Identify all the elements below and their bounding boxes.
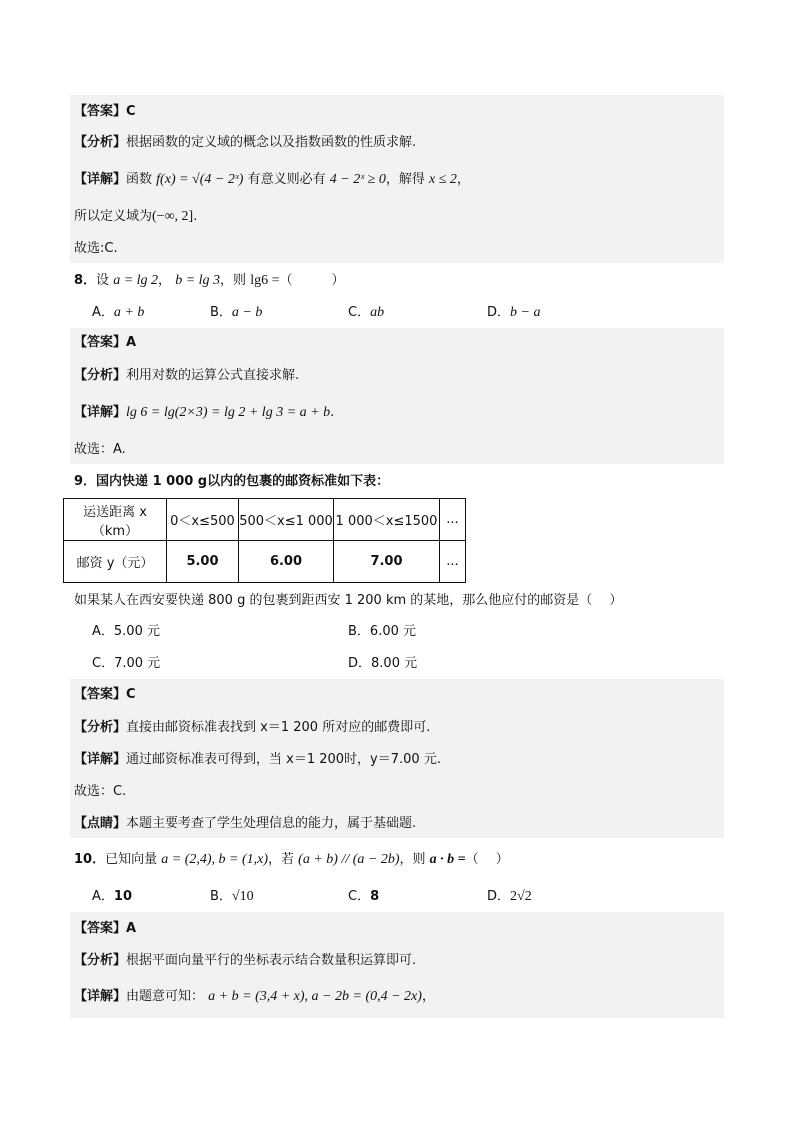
q9-analysis: 【分析】直接由邮资标准表找到 x＝1 200 所对应的邮费即可. xyxy=(74,720,431,735)
q9-option-c: C．7.00 元 xyxy=(92,656,161,671)
q9-option-b: B．6.00 元 xyxy=(348,624,416,639)
q9-option-d: D．8.00 元 xyxy=(348,656,418,671)
q9-question: 如果某人在西安要快递 800 g 的包裹到距西安 1 200 km 的某地，那么他应付的邮资是（ ） xyxy=(74,593,623,608)
q10-stem: 10．已知向量 a = (2,4), b = (1,x)，若 (a + b) // (a − 2b)，则 a · b =（ ） xyxy=(74,852,509,867)
q10-option-d: D．2√2 xyxy=(487,889,532,904)
q9-answer: 【答案】C xyxy=(74,687,136,702)
q10-analysis: 【分析】根据平面向量平行的坐标表示结合数量积运算即可. xyxy=(74,953,417,968)
q8-option-a: A．a + b xyxy=(92,305,145,320)
q10-answer: 【答案】A xyxy=(74,921,137,936)
q9-stem: 9．国内快递 1 000 g以内的包裹的邮资标准如下表： xyxy=(74,474,390,489)
q10-option-a: A．10 xyxy=(92,889,132,904)
table-header-postage: 邮资 y（元） xyxy=(64,541,167,583)
table-cell: 500＜x≤1 000 xyxy=(239,499,334,541)
q10-option-b: B．√10 xyxy=(210,889,254,904)
table-header-distance: 运送距离 x（km） xyxy=(64,499,167,541)
table-cell: 6.00 xyxy=(239,541,334,583)
q8-option-c: C．ab xyxy=(348,305,385,320)
q7-answer: 【答案】C xyxy=(74,104,136,119)
table-cell: ... xyxy=(440,541,466,583)
q10-detail: 【详解】由题意可知： a + b = (3,4 + x), a − 2b = (0,4 − 2x)， xyxy=(74,989,435,1004)
q7-detail: 【详解】函数 f(x) = √(4 − 2ˣ) 有意义则必有 4 − 2ˣ ≥ 0，解得 x ≤ 2， xyxy=(74,172,470,187)
table-cell: 1 000＜x≤1500 xyxy=(334,499,440,541)
q8-analysis: 【分析】利用对数的运算公式直接求解. xyxy=(74,368,300,383)
q8-option-b: B．a − b xyxy=(210,305,263,320)
q7-choice: 故选:C. xyxy=(74,241,118,256)
q8-solution-band xyxy=(70,328,724,464)
q10-option-c: C．8 xyxy=(348,889,380,904)
q9-option-a: A．5.00 元 xyxy=(92,624,160,639)
q9-comment: 【点睛】本题主要考查了学生处理信息的能力，属于基础题. xyxy=(74,816,417,831)
q8-stem: 8．设 a = lg 2， b = lg 3，则 lg6 =（ ） xyxy=(74,273,345,288)
q8-detail: 【详解】lg 6 = lg(2×3) = lg 2 + lg 3 = a + b. xyxy=(74,405,335,420)
table-cell: 7.00 xyxy=(334,541,440,583)
q8-option-d: D．b − a xyxy=(487,305,541,320)
q8-choice: 故选：A. xyxy=(74,442,126,457)
q8-answer: 【答案】A xyxy=(74,335,137,350)
q9-choice: 故选：C. xyxy=(74,784,127,799)
table-cell: 0＜x≤500 xyxy=(167,499,239,541)
table-cell: 5.00 xyxy=(167,541,239,583)
postage-table xyxy=(63,498,466,583)
table-cell: ... xyxy=(440,499,466,541)
q7-analysis: 【分析】根据函数的定义域的概念以及指数函数的性质求解. xyxy=(74,135,417,150)
q9-detail: 【详解】通过邮资标准表可得到，当 x＝1 200时，y＝7.00 元. xyxy=(74,752,441,767)
q7-domain: 所以定义域为(−∞, 2]. xyxy=(74,209,198,224)
